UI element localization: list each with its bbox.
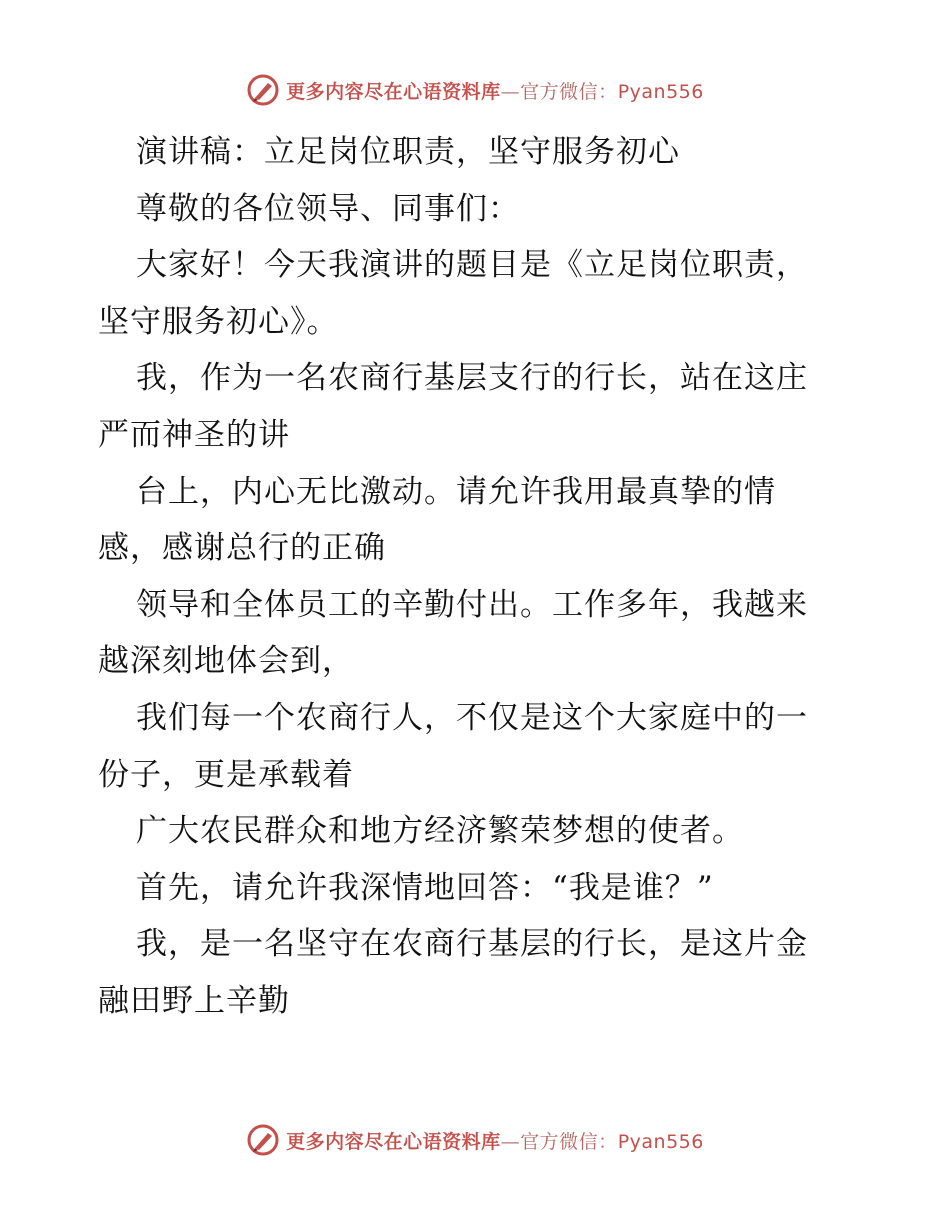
paragraph-line: 台上，内心无比激动。请允许我用最真挚的情 [136,473,776,510]
footer-banner-separator: — [500,1130,521,1153]
paragraph-line: 融田野上辛勤 [98,982,290,1019]
paragraph-line: 份子，更是承载着 [98,756,354,793]
footer-wechat-id: Pyan556 [617,1130,704,1153]
paragraph-line: 我们每一个农商行人，不仅是这个大家庭中的一 [136,699,808,736]
document-title: 演讲稿：立足岗位职责，坚守服务初心 [136,134,680,170]
header-wechat-id: Pyan556 [617,80,704,103]
header-banner-title: 更多内容尽在心语资料库 [286,80,501,103]
paragraph-line: 越深刻地体会到， [98,643,354,680]
paragraph-line: 广大农民群众和地方经济繁荣梦想的使者。 [136,813,744,850]
pen-logo-icon [246,1123,280,1157]
pen-logo-icon [246,73,280,107]
footer-wechat-label: 官方微信： [520,1130,618,1153]
footer-banner-title: 更多内容尽在心语资料库 [286,1130,501,1153]
footer-banner [0,1120,950,1160]
paragraph-line: 领导和全体员工的辛勤付出。工作多年，我越来 [136,586,808,623]
paragraph-line: 严而神圣的讲 [98,416,290,453]
paragraph-line: 我，作为一名农商行基层支行的行长，站在这庄 [136,360,808,397]
paragraph-line: 坚守服务初心》。 [98,303,339,340]
salutation: 尊敬的各位领导、同事们： [136,190,520,227]
paragraph-line: 大家好！今天我演讲的题目是《立足岗位职责， [136,247,808,284]
header-wechat-label: 官方微信： [520,80,618,103]
header-banner-separator: — [500,80,521,103]
paragraph-line: 感，感谢总行的正确 [98,530,386,567]
header-banner [0,70,950,110]
header-banner-text [286,77,704,104]
footer-banner-text [286,1127,704,1154]
document-body [98,124,858,1030]
paragraph-line: 首先，请允许我深情地回答：“我是谁？” [136,869,714,906]
paragraph-line: 我，是一名坚守在农商行基层的行长，是这片金 [136,926,808,963]
